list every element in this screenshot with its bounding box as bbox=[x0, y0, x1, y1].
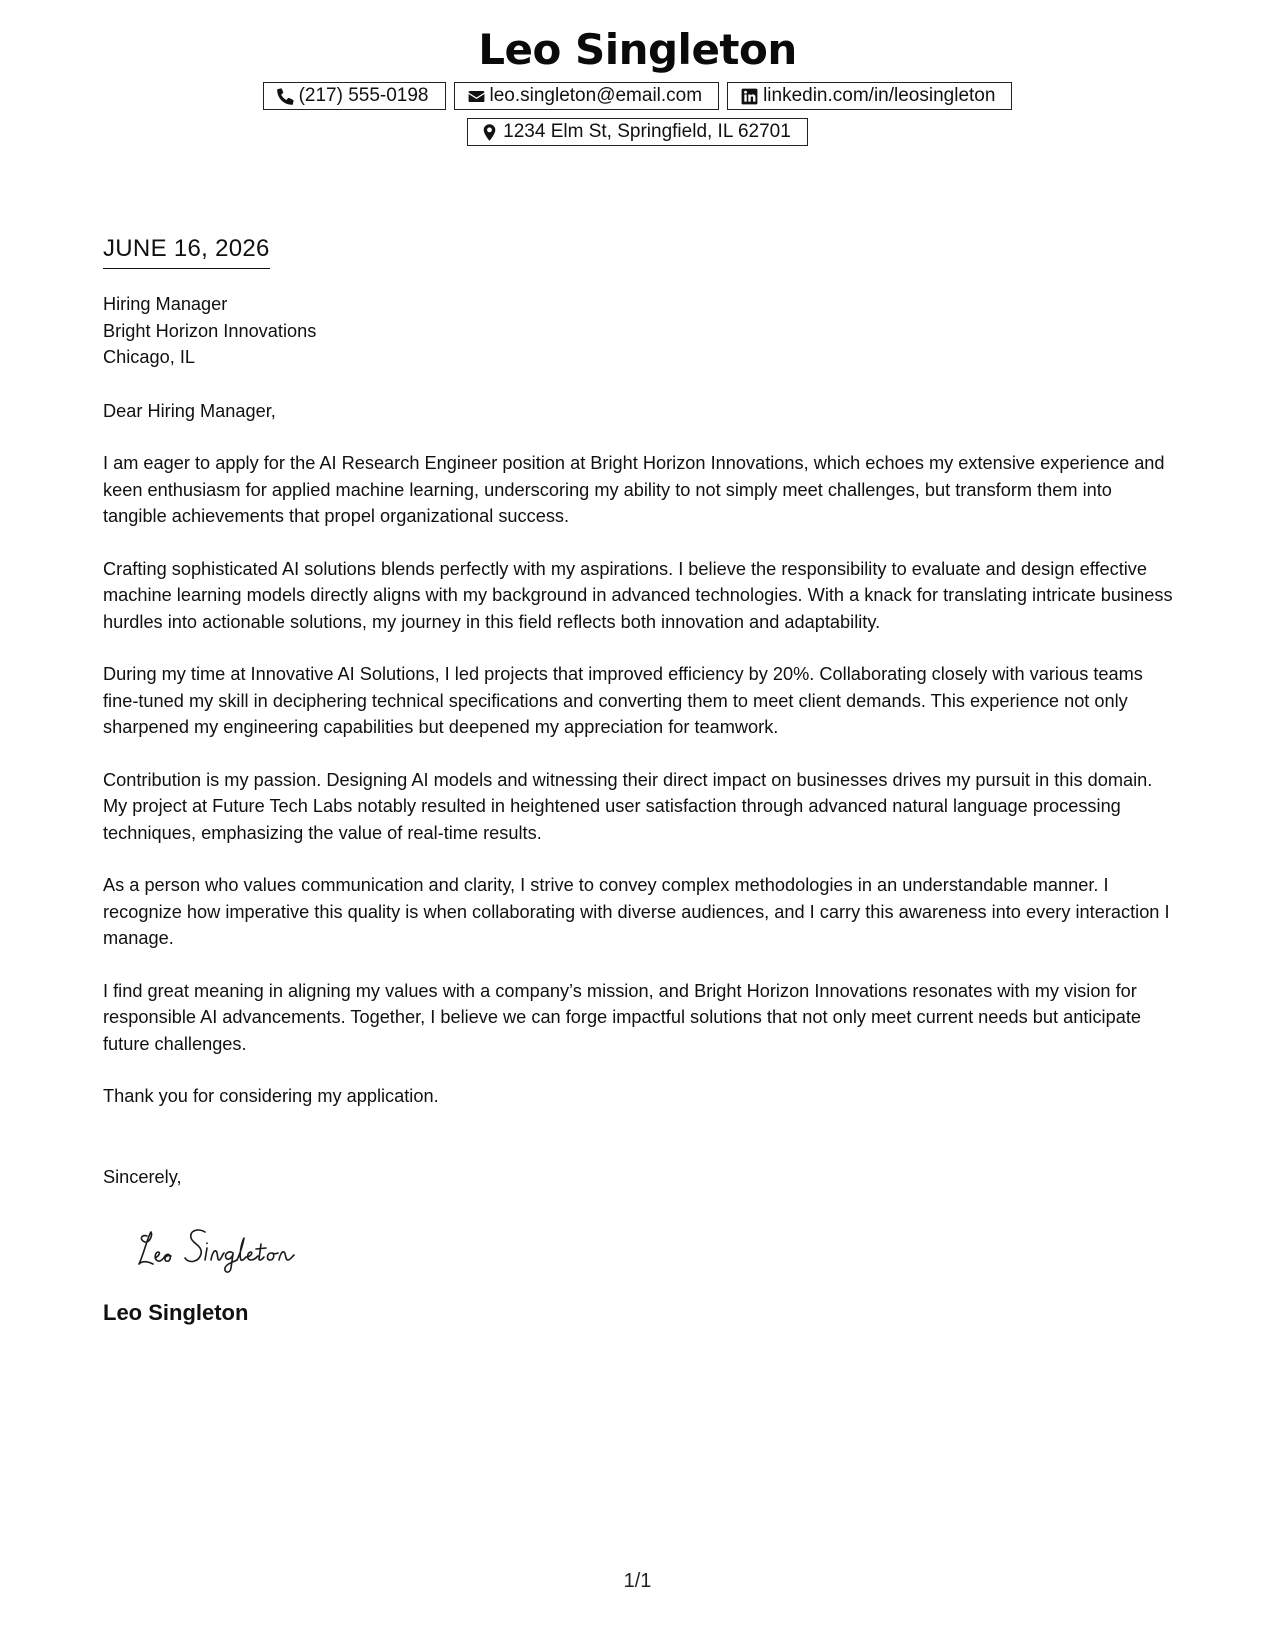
contact-row-address bbox=[0, 118, 1275, 146]
map-pin-icon bbox=[480, 123, 499, 142]
handwritten-signature bbox=[133, 1216, 1178, 1276]
body-paragraph: As a person who values communication and clarity, I strive to convey complex methodologies in an understandable manner. I recognize how imperative this quality is when collaborating with diverse audiences, and I carry this awareness into every interaction I manage. bbox=[103, 875, 1170, 948]
phone-icon bbox=[276, 87, 295, 106]
recipient-location: Chicago, IL bbox=[103, 347, 196, 367]
phone-contact[interactable] bbox=[263, 82, 446, 110]
email-contact[interactable] bbox=[454, 82, 720, 110]
street-address: 1234 Elm St, Springfield, IL 62701 bbox=[503, 121, 791, 142]
body-paragraph: I am eager to apply for the AI Research Engineer position at Bright Horizon Innovations, which echoes my extensive experience and keen enthusiasm for applied machine learning, underscoring my ability to not simply meet challenges, but transform them into tangible achievements that propel organizational success. bbox=[103, 453, 1165, 526]
linkedin-contact[interactable] bbox=[727, 82, 1012, 110]
body-paragraph: During my time at Innovative AI Solutions, I led projects that improved efficiency by 20%. Collaborating closely with various teams fine-tuned my skill in deciphering technical specifications and converting them to meet client demands. This experience not only sharpened my engineering capabilities but deepened my appreciation for teamwork. bbox=[103, 664, 1143, 737]
body-paragraph: I find great meaning in aligning my values with a company’s mission, and Bright Horizon Innovations resonates with my vision for responsible AI advancements. Together, I believe we can forge impactful solutions that not only meet current needs but anticipate future challenges. bbox=[103, 980, 1141, 1054]
closing: Sincerely, bbox=[103, 1166, 182, 1187]
recipient-company: Bright Horizon Innovations bbox=[103, 320, 317, 341]
body-paragraph: Contribution is my passion. Designing AI models and witnessing their direct impact on businesses drives my pursuit in this domain. My project at Future Tech Labs notably resulted in heightened user satisfaction through advanced natural language processing techniques, emphasizing the value of real-time results. bbox=[103, 769, 1153, 843]
address-contact bbox=[467, 118, 808, 146]
email-address: leo.singleton@email.com bbox=[489, 85, 703, 106]
recipient-title: Hiring Manager bbox=[103, 294, 228, 314]
envelope-icon bbox=[467, 87, 486, 106]
recipient-block bbox=[103, 291, 1178, 371]
contact-row bbox=[0, 82, 1275, 110]
letter-body bbox=[103, 232, 1178, 1328]
body-paragraph: Crafting sophisticated AI solutions blends perfectly with my aspirations. I believe the responsibility to evaluate and design effective machine learning models directly aligns with my background in advanced technologies. With a knack for translating intricate business hurdles into actionable solutions, my journey in this field reflects both innovation and adaptability. bbox=[103, 558, 1173, 632]
applicant-name: Leo Singleton bbox=[478, 25, 797, 74]
thank-you-line: Thank you for considering my application. bbox=[103, 1086, 439, 1106]
linkedin-icon bbox=[740, 87, 759, 106]
letter-header bbox=[0, 18, 1275, 146]
salutation: Dear Hiring Manager, bbox=[103, 400, 276, 421]
phone-number: (217) 555-0198 bbox=[298, 85, 429, 106]
page-number: 1/1 bbox=[623, 1570, 652, 1592]
linkedin-url: linkedin.com/in/leosingleton bbox=[763, 85, 996, 106]
signature-image bbox=[133, 1216, 333, 1276]
letter-date: JUNE 16, 2026 bbox=[103, 232, 270, 269]
signer-name: Leo Singleton bbox=[103, 1300, 249, 1325]
